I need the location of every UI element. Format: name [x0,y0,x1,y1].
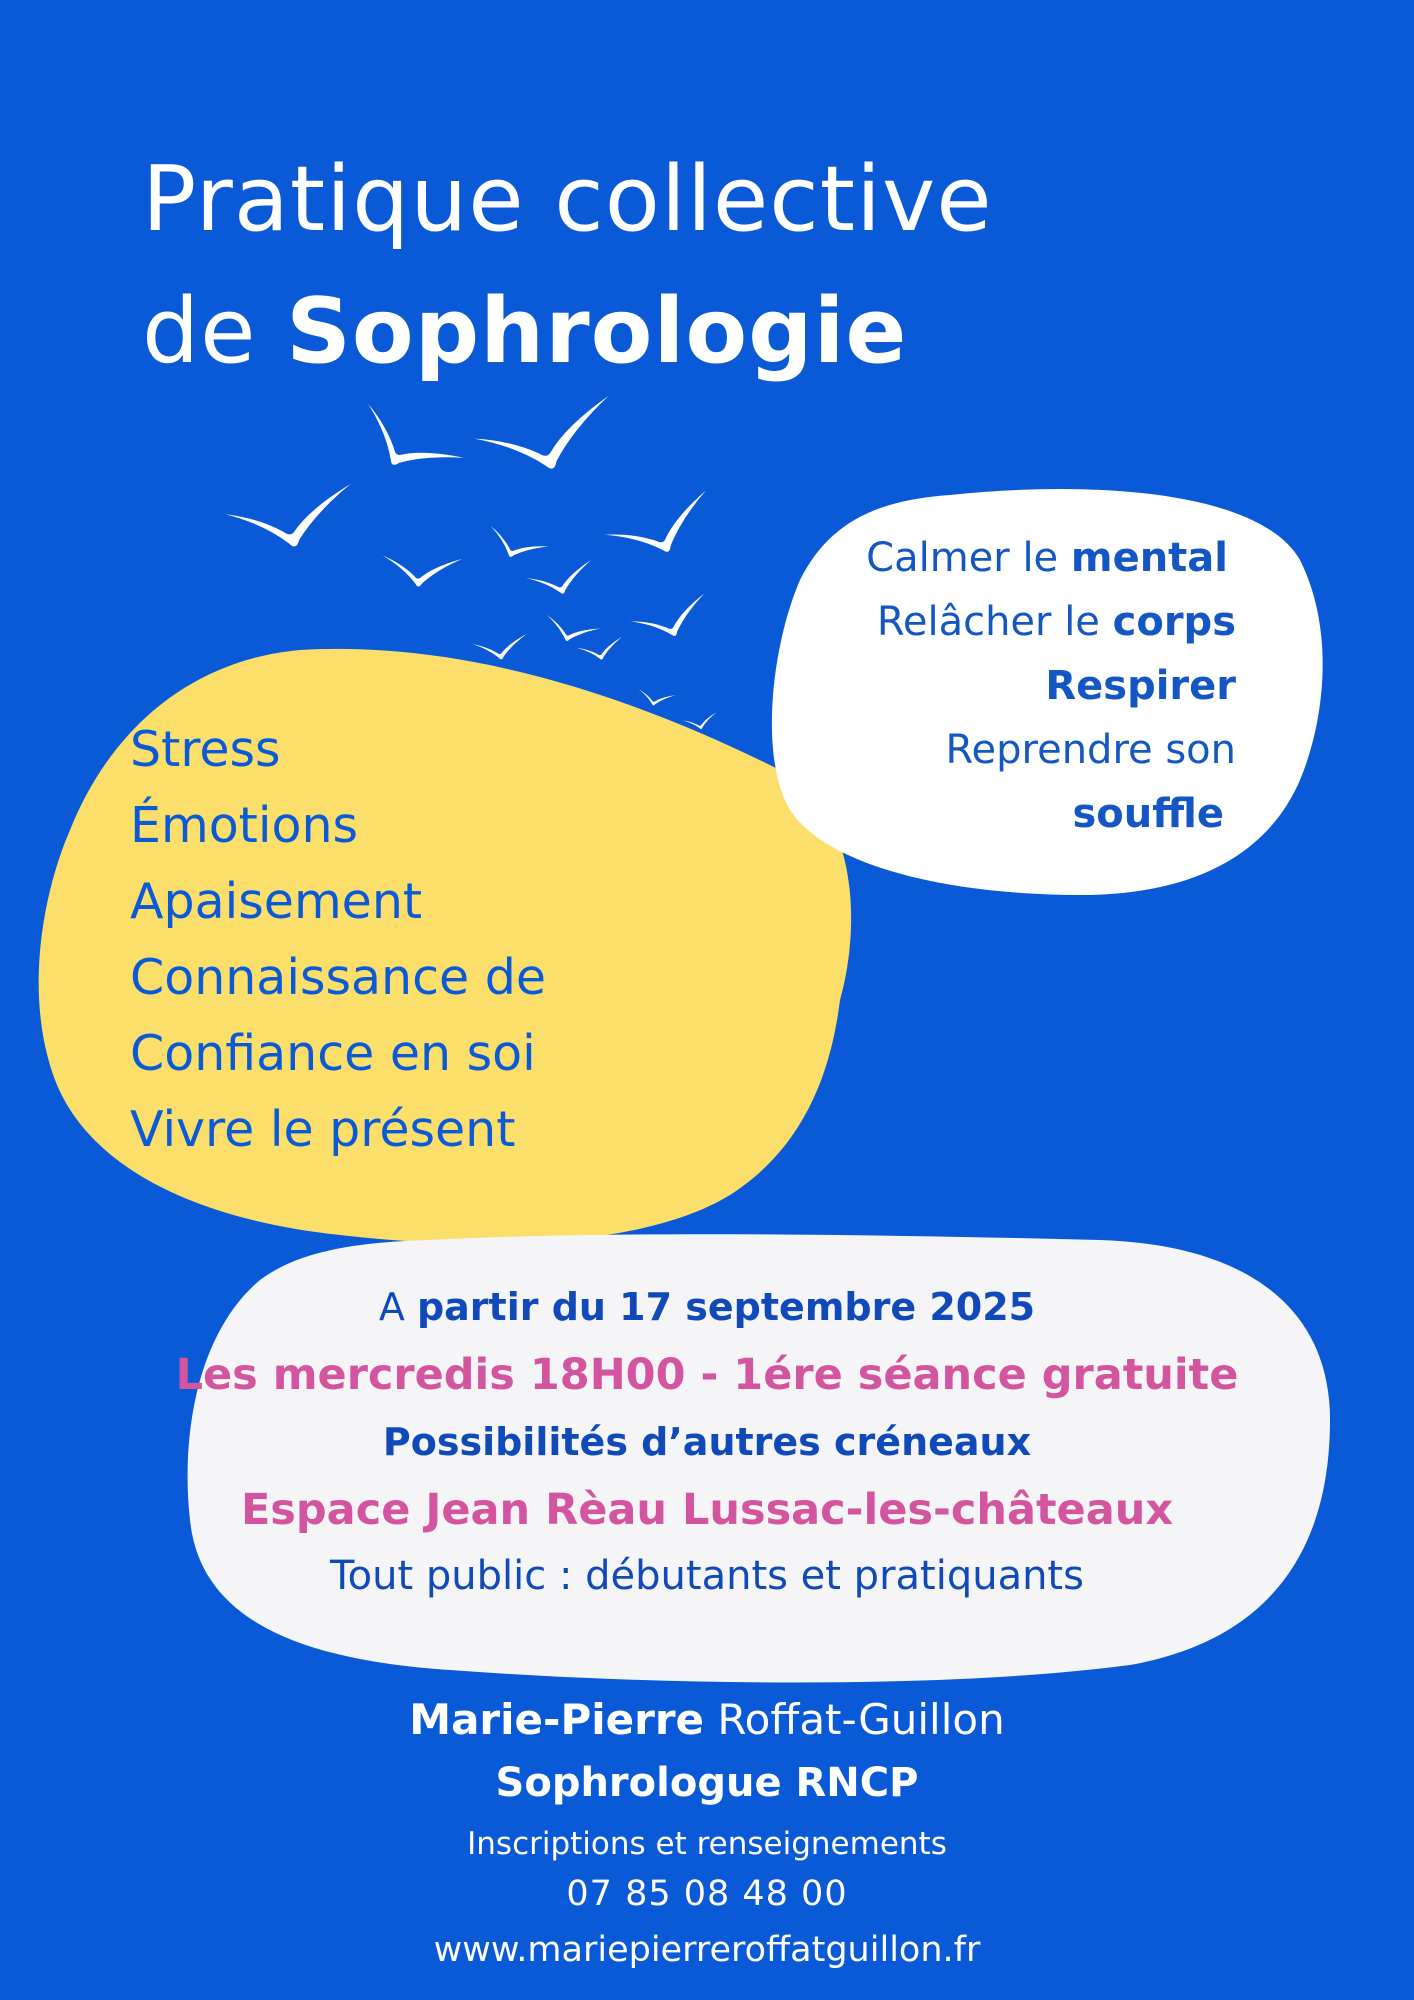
bird-icon [472,634,529,662]
benefit-line: souffle [1072,791,1224,837]
bird-icon [576,637,625,663]
benefit-line: Calmer le mental [866,535,1228,581]
title-prefix: de [142,279,257,384]
contact-label: Inscriptions et renseignements [467,1826,947,1862]
title-line-1: Pratique collective [142,147,993,252]
phone-number[interactable]: 07 85 08 48 00 [566,1874,848,1914]
bird-icon [541,610,601,651]
benefit-line: Relâcher le corps [876,599,1236,645]
list-item: Apaisement [130,873,423,930]
website-link[interactable]: www.mariepierreroffatguillon.fr [433,1930,981,1970]
practitioner-title: Sophrologue RNCP [495,1760,919,1806]
list-item: Vivre le présent [130,1101,516,1158]
bird-icon [224,484,358,555]
list-item: Stress [130,721,281,778]
bird-icon [379,548,462,592]
bird-icon [525,560,596,600]
bird-icon [601,491,720,569]
list-item: Confiance en soi [130,1025,536,1082]
benefit-line: Reprendre son [945,727,1236,773]
practitioner-name: Marie-Pierre Roffat-Guillon [409,1695,1005,1744]
bird-icon [482,521,548,570]
bird-icon [682,712,718,731]
location: Espace Jean Rèau Lussac-les-châteaux [240,1485,1174,1535]
bird-icon [471,396,621,483]
start-date: A partir du 17 septembre 2025 [378,1285,1036,1329]
schedule: Les mercredis 18H00 - 1ére séance gratuite [175,1350,1239,1400]
bird-icon [628,593,713,646]
list-item: Émotions [130,797,359,854]
benefit-line: Respirer [1045,663,1236,709]
bird-icon [636,686,675,710]
title-bold: Sophrologie [286,279,908,384]
list-item: Connaissance de [130,949,546,1006]
audience: Tout public : débutants et pratiquants [330,1553,1084,1599]
bird-icon [348,395,465,496]
other-slots: Possibilités d’autres créneaux [382,1420,1032,1464]
